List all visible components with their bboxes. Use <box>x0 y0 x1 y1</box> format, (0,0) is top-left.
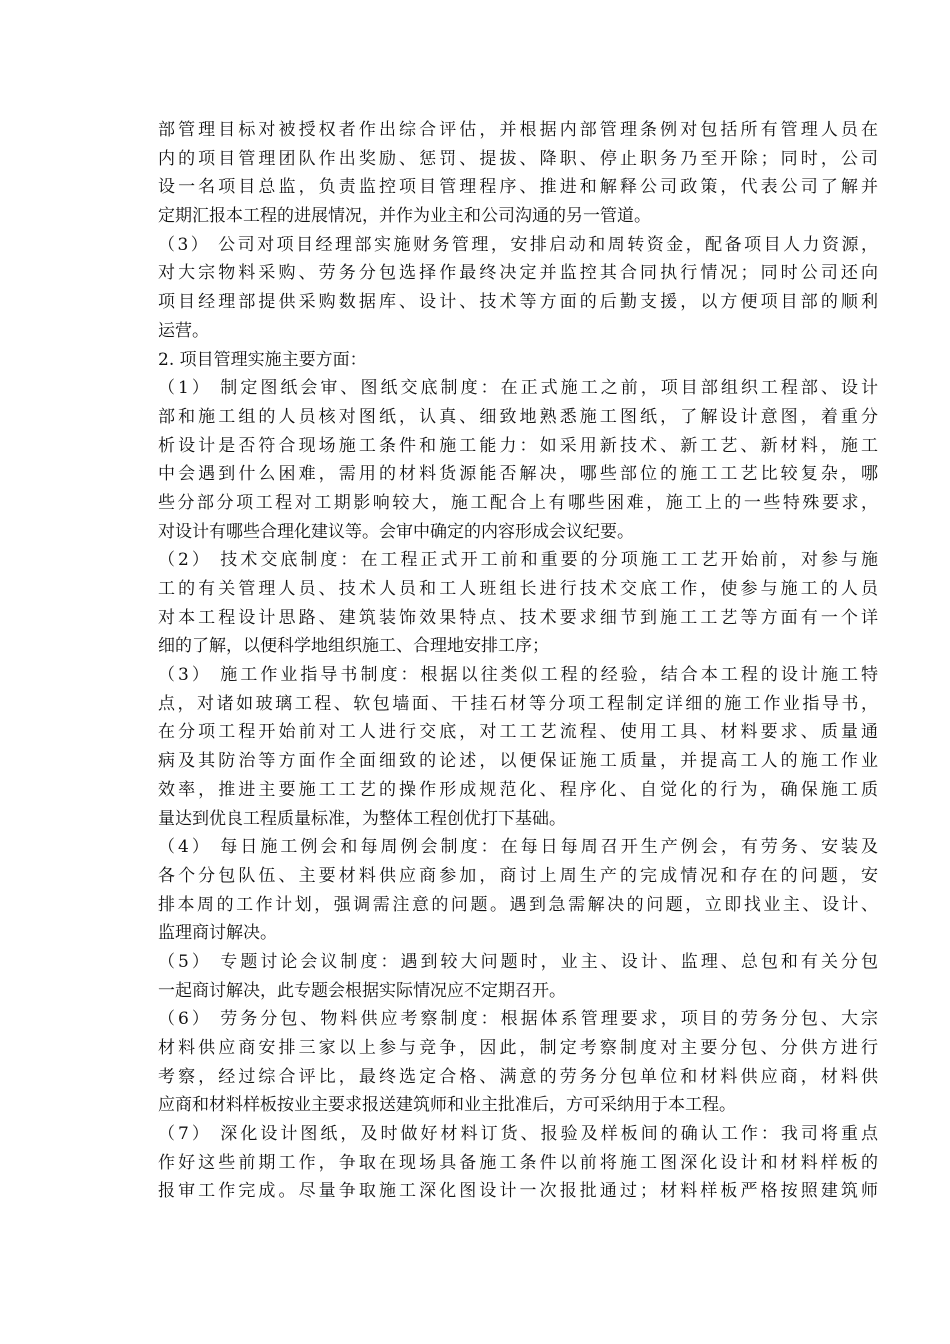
text-line: 监理商讨解决。 <box>158 923 277 944</box>
text-line: 排本周的工作计划，强调需注意的问题。遇到急需解决的问题，立即找业主、设计、 <box>158 894 878 915</box>
text-line: 部管理目标对被授权者作出综合评估，并根据内部管理条例对包括所有管理人员在 <box>158 120 878 140</box>
text-line: 量达到优良工程质量标准，为整体工程创优打下基础。 <box>158 808 566 829</box>
text-line: 点，对诸如玻璃工程、软包墙面、干挂石材等分项工程制定详细的施工作业指导书， <box>158 693 878 714</box>
text-line: 应商和材料样板按业主要求报送建筑师和业主批准后，方可采纳用于本工程。 <box>158 1095 736 1116</box>
text-line: 2. 项目管理实施主要方面： <box>158 349 367 370</box>
text-line: （2） 技术交底制度：在工程正式开工前和重要的分项施工工艺开始前，对参与施 <box>158 550 878 571</box>
text-line: （4） 每日施工例会和每周例会制度：在每日每周召开生产例会，有劳务、安装及 <box>158 837 878 858</box>
document-body <box>158 116 878 1206</box>
text-line: 项目经理部提供采购数据库、设计、技术等方面的后勤支援，以方便项目部的顺利 <box>158 292 878 313</box>
text-line: 作好这些前期工作，争取在现场具备施工条件以前将施工图深化设计和材料样板的 <box>158 1152 878 1173</box>
text-line: 中会遇到什么困难，需用的材料货源能否解决，哪些部位的施工工艺比较复杂，哪 <box>158 464 878 485</box>
text-line: 考察，经过综合评比，最终选定合格、满意的劳务分包单位和材料供应商，材料供 <box>158 1066 878 1087</box>
text-line: 内的项目管理团队作出奖励、惩罚、提拔、降职、停止职务乃至开除；同时，公司 <box>158 148 878 169</box>
text-line: 对本工程设计思路、建筑装饰效果特点、技术要求细节到施工工艺等方面有一个详 <box>158 607 878 628</box>
text-line: 材料供应商安排三家以上参与竞争，因此，制定考察制度对主要分包、分供方进行 <box>158 1038 878 1058</box>
text-line: 病及其防治等方面作全面细致的论述，以便保证施工质量，并提高工人的施工作业 <box>158 751 878 772</box>
text-line: （6） 劳务分包、物料供应考察制度：根据体系管理要求，项目的劳务分包、大宗 <box>158 1009 878 1030</box>
text-line: 工的有关管理人员、技术人员和工人班组长进行技术交底工作，使参与施工的人员 <box>158 579 878 599</box>
text-line: （3） 施工作业指导书制度：根据以往类似工程的经验，结合本工程的设计施工特 <box>158 665 878 686</box>
text-line: 些分部分项工程对工期影响较大，施工配合上有哪些困难，施工上的一些特殊要求， <box>158 492 878 513</box>
text-line: 报审工作完成。尽量争取施工深化图设计一次报批通过；材料样板严格按照建筑师 <box>158 1181 878 1202</box>
text-line: 析设计是否符合现场施工条件和施工能力：如采用新技术、新工艺、新材料，施工 <box>158 435 878 456</box>
text-line: 对设计有哪些合理化建议等。会审中确定的内容形成会议纪要。 <box>158 521 634 542</box>
text-line: 运营。 <box>158 320 209 341</box>
text-line: （1） 制定图纸会审、图纸交底制度：在正式施工之前，项目部组织工程部、设计 <box>158 378 878 399</box>
text-line: 定期汇报本工程的进展情况，并作为业主和公司沟通的另一管道。 <box>158 206 651 227</box>
text-line: 一起商讨解决，此专题会根据实际情况应不定期召开。 <box>158 980 566 1001</box>
text-line: 对大宗物料采购、劳务分包选择作最终决定并监控其合同执行情况；同时公司还向 <box>158 263 878 284</box>
text-line: 设一名项目总监，负责监控项目管理程序、推进和解释公司政策，代表公司了解并 <box>158 177 878 198</box>
text-line: 在分项工程开始前对工人进行交底，对工工艺流程、使用工具、材料要求、质量通 <box>158 722 878 743</box>
text-line: 各个分包队伍、主要材料供应商参加，商讨上周生产的完成情况和存在的问题，安 <box>158 865 878 886</box>
text-line: 部和施工组的人员核对图纸，认真、细致地熟悉施工图纸，了解设计意图，着重分 <box>158 406 878 427</box>
text-line: 细的了解，以便科学地组织施工、合理地安排工序； <box>158 636 549 657</box>
text-line: （7） 深化设计图纸，及时做好材料订货、报验及样板间的确认工作：我司将重点 <box>158 1124 878 1145</box>
text-line: （3） 公司对项目经理部实施财务管理，安排启动和周转资金，配备项目人力资源， <box>158 234 878 255</box>
text-line: 效率，推进主要施工工艺的操作形成规范化、程序化、自觉化的行为，确保施工质 <box>158 779 878 800</box>
text-line: （5） 专题讨论会议制度：遇到较大问题时，业主、设计、监理、总包和有关分包 <box>158 951 878 972</box>
